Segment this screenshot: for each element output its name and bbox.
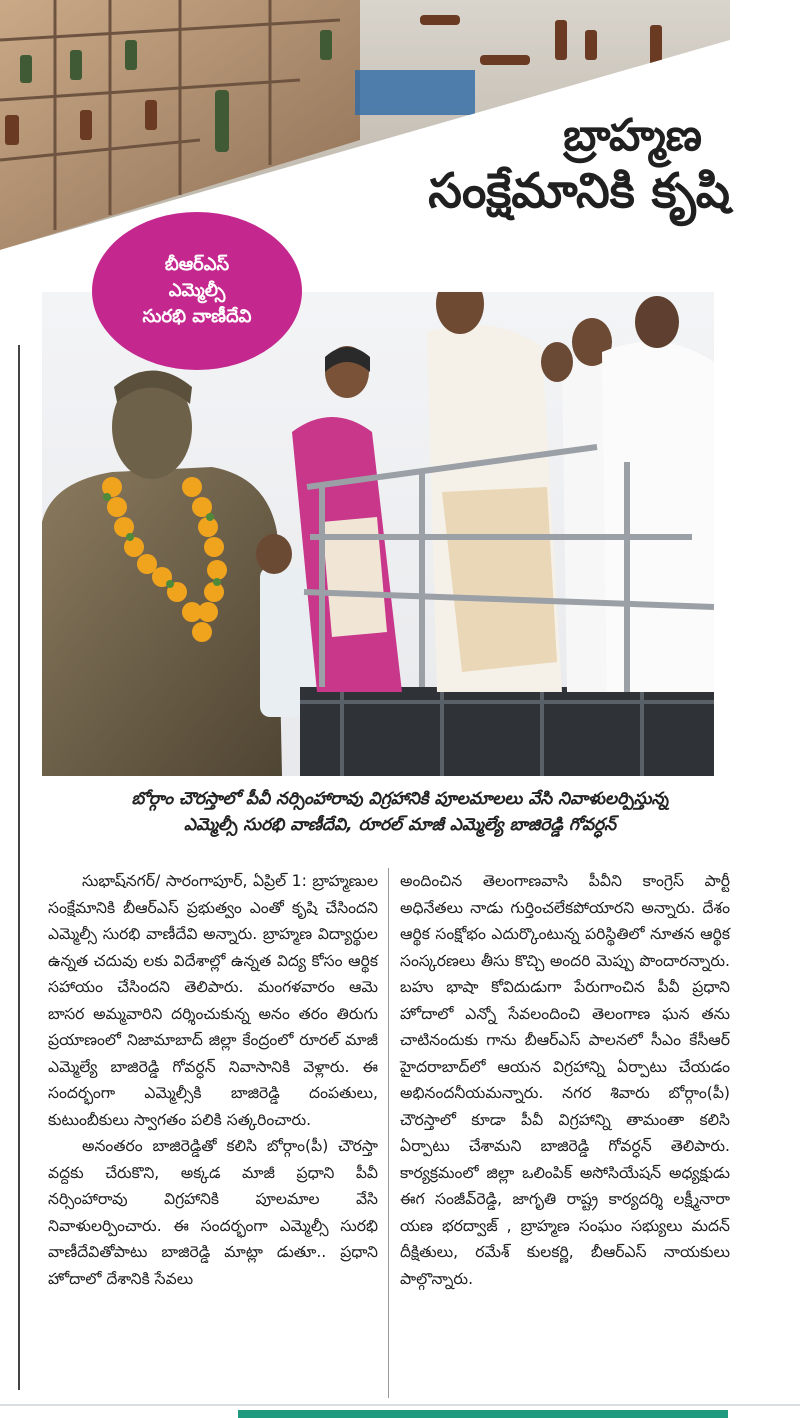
column-divider <box>388 868 389 1398</box>
caption-line-1: బోర్గాం చౌరస్తాలో పీవీ నర్సింహారావు విగ్రహానికి పూలమాలలు వేసి నివాళులర్పిస్తున్న <box>131 789 669 809</box>
badge-line-3: సురభి వాణీదేవి <box>142 306 252 328</box>
main-photo <box>42 292 714 776</box>
byline-badge <box>92 212 302 370</box>
headline <box>428 110 730 220</box>
article-paragraph: అనంతరం బాజిరెడ్డితో కలిసి బోర్గాం(పీ) చౌరస్తా వద్దకు చేరుకొని, అక్కడ మాజీ ప్రధాని పీవీ నర్సింహారావు విగ్రహానికి పూలమాల వేసి నివాళులర్పించారు. ఈ సందర్భంగా ఎమ్మెల్సీ సురభి వాణీదేవితోపాటు బాజిరెడ్డి మాట్లా డుతూ.. ప్రధాని హోదాలో దేశానికి సేవలు <box>48 1137 378 1288</box>
headline-line-1: బ్రాహ్మణ <box>563 110 702 161</box>
left-rule <box>18 345 20 1390</box>
badge-line-1: బీఆర్ఎస్ <box>164 253 230 275</box>
bottom-divider <box>0 1404 800 1406</box>
badge-line-2: ఎమ్మెల్సీ <box>168 279 226 301</box>
caption-line-2: ఎమ్మెల్సీ సురభి వాణీదేవి, రూరల్ మాజీ ఎమ్మెల్యే బాజిరెడ్డి గోవర్ధన్ <box>183 815 617 836</box>
article-column-right <box>400 868 730 1292</box>
photo-caption <box>60 786 740 839</box>
bottom-accent-bar <box>238 1410 728 1418</box>
article-paragraph: అందించిన తెలంగాణవాసి పీవీని కాంగ్రెస్ పార్టీ అధినేతలు నాడు గుర్తించలేకపోయారని అన్నారు. దేశం ఆర్థిక సంక్షోభం ఎదుర్కొంటున్న పరిస్థితిలో నూతన ఆర్థిక సంస్కరణలు తీసు కొచ్చి అందరి మెప్పు పొందారన్నారు. బహు భాషా కోవిదుడుగా పేరుగాంచిన పీవీ ప్రధాని హోదాలో ఎన్నో సేవలందించి తెలంగాణ ఘన తను చాటినందుకు గాను బీఆర్ఎస్ పాలనలో సీఎం కేసీఆర్ హైదరాబాద్‌లో ఆయన విగ్రహాన్ని ఏర్పాటు చేయడం అభినందనీయమన్నారు. నగర శివారు బోర్గాం(పీ) చౌరస్తాలో కూడా పీవీ విగ్రహాన్ని తామంతా కలిసి ఏర్పాటు చేశామని బాజిరెడ్డి గోవర్ధన్ తెలిపారు. కార్యక్రమంలో జిల్లా ఒలింపిక్ అసోసియేషన్ అధ్యక్షుడు ఈగ సంజీవ్‌రెడ్డి, జాగృతి రాష్ట్ర కార్యదర్శి లక్ష్మీనారా యణ భరద్వాజ్ , బ్రాహ్మణ సంఘం సభ్యులు మదన్ దీక్షితులు, రమేశ్ కులకర్ణి, బీఆర్ఎస్ నాయకులు పాల్గొన్నారు. <box>400 872 730 1288</box>
headline-line-2: సంక్షేమానికి కృషి <box>428 162 730 219</box>
article-column-left <box>48 868 378 1292</box>
article-paragraph: సుభాష్‌నగర్/ సారంగాపూర్, ఏప్రిల్ 1: బ్రాహ్మణుల సంక్షేమానికి బీఆర్ఎస్ ప్రభుత్వం ఎంతో కృషి చేసిందని ఎమ్మెల్సీ సురభి వాణీదేవి అన్నారు. బ్రాహ్మణ విద్యార్థుల ఉన్నత చదువు లకు విదేశాల్లో ఉన్నత విద్య కోసం ఆర్థిక సహాయం చేసిందని తెలిపారు. మంగళవారం ఆమె బాసర అమ్మవారిని దర్శించుకున్న అనం తరం తిరుగు ప్రయాణంలో నిజామాబాద్ జిల్లా కేంద్రంలో రూరల్ మాజీ ఎమ్మెల్యే బాజిరెడ్డి గోవర్ధన్ నివాసానికి వెళ్లారు. ఈ సందర్భంగా ఎమ్మెల్సీకి బాజిరెడ్డి దంపతులు, కుటుంబీకులు స్వాగతం పలికి సత్కరించారు. <box>48 872 378 1129</box>
